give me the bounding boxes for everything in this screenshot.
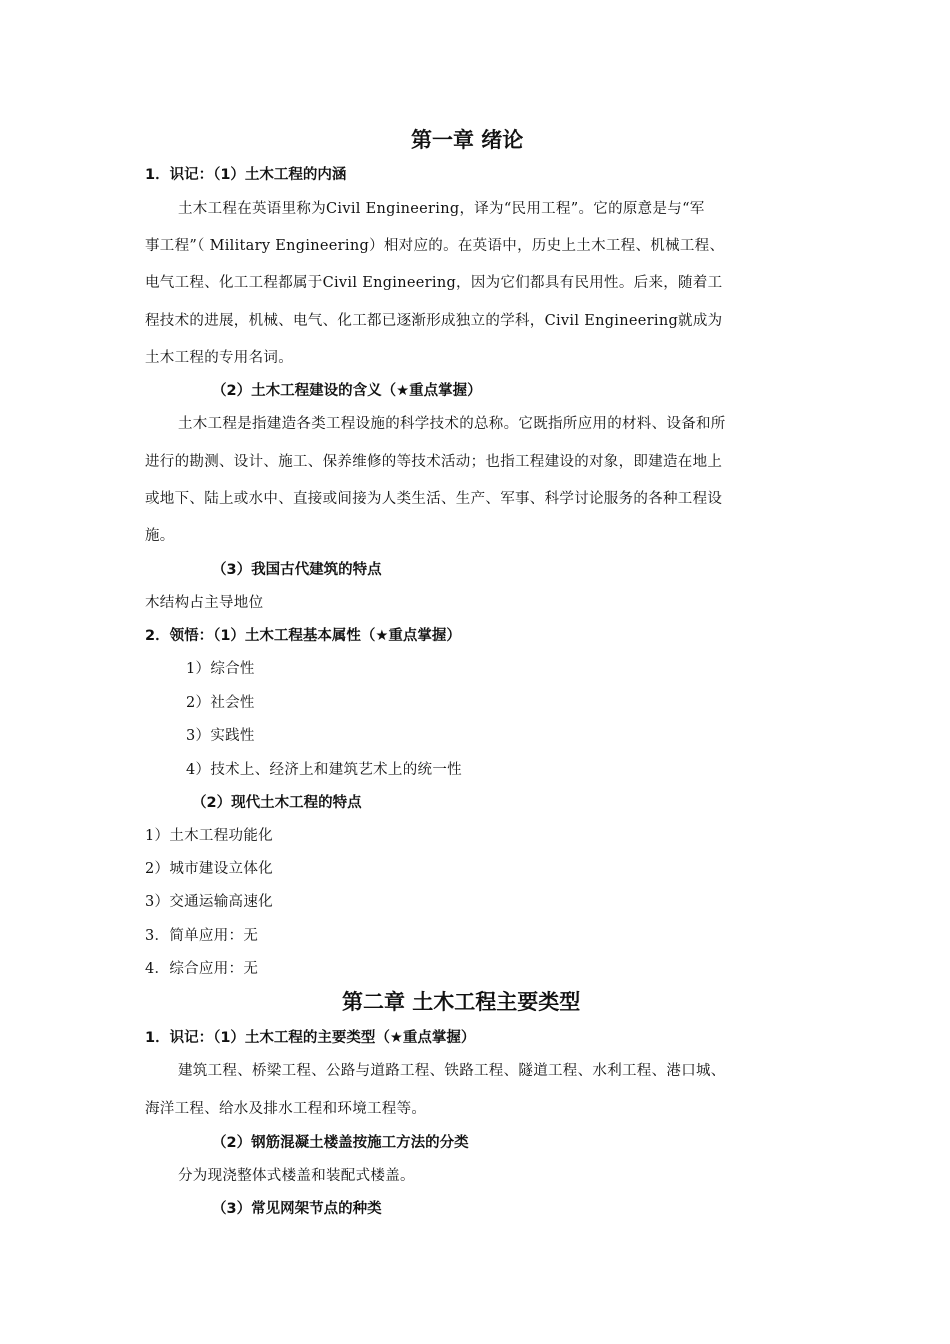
ch2-section-1-heading: 1．识记：（1）土木工程的主要类型（★重点掌握） (145, 1030, 476, 1046)
ch1-subsection-2-heading: （2）土木工程建设的含义（★重点掌握） (212, 383, 482, 399)
ch2-paragraph-line: 建筑工程、桥梁工程、公路与道路工程、铁路工程、隧道工程、水利工程、港口城、 (178, 1063, 726, 1079)
list-item: 1）综合性 (186, 661, 255, 677)
ch1-paragraph-line: 木结构占主导地位 (145, 595, 264, 611)
ch1-paragraph-line: 施。 (145, 528, 175, 544)
ch1-section-2-subheading: （2）现代土木工程的特点 (192, 795, 362, 811)
list-item: 3）实践性 (186, 728, 255, 744)
ch1-subsection-3-heading: （3）我国古代建筑的特点 (212, 562, 382, 578)
ch2-paragraph-line: 海洋工程、给水及排水工程和环境工程等。 (145, 1101, 427, 1117)
ch1-section-3: 3．简单应用：无 (145, 928, 259, 944)
list-item: 3）交通运输高速化 (145, 894, 273, 910)
ch1-paragraph-line: 电气工程、化工工程都属于Civil Engineering，因为它们都具有民用性。后来，随着工 (145, 275, 723, 291)
list-item: 4）技术上、经济上和建筑艺术上的统一性 (186, 762, 462, 778)
list-item: 1）土木工程功能化 (145, 828, 273, 844)
chapter-2-title: 第二章 土木工程主要类型 (342, 990, 581, 1014)
ch1-paragraph-line: 土木工程在英语里称为Civil Engineering，译为“民用工程”。它的原意是与“军 (178, 201, 705, 217)
list-item: 2）社会性 (186, 695, 255, 711)
ch1-section-2-heading: 2．领悟：（1）土木工程基本属性（★重点掌握） (145, 628, 461, 644)
list-item: 2）城市建设立体化 (145, 861, 273, 877)
ch1-paragraph-line: 程技术的进展，机械、电气、化工都已逐渐形成独立的学科，Civil Engineering就成为 (145, 313, 723, 329)
ch1-paragraph-line: 进行的勘测、设计、施工、保养维修的等技术活动；也指工程建设的对象，即建造在地上 (145, 454, 723, 470)
ch2-paragraph-line: 分为现浇整体式楼盖和装配式楼盖。 (178, 1168, 415, 1184)
ch1-section-4: 4．综合应用：无 (145, 961, 259, 977)
ch1-paragraph-line: 或地下、陆上或水中、直接或间接为人类生活、生产、军事、科学讨论服务的各种工程设 (145, 491, 723, 507)
ch1-section-1-heading: 1．识记：（1）土木工程的内涵 (145, 167, 347, 183)
ch1-paragraph-line: 事工程”（ Military Engineering）相对应的。在英语中，历史上土木工程、机械工程、 (145, 238, 725, 254)
ch2-subsection-3-heading: （3）常见网架节点的种类 (212, 1201, 382, 1217)
ch1-paragraph-line: 土木工程是指建造各类工程设施的科学技术的总称。它既指所应用的材料、设备和所 (178, 416, 726, 432)
ch2-subsection-2-heading: （2）钢筋混凝土楼盖按施工方法的分类 (212, 1135, 469, 1151)
ch1-paragraph-line: 土木工程的专用名词。 (145, 350, 293, 366)
chapter-1-title: 第一章 绪论 (411, 128, 524, 152)
